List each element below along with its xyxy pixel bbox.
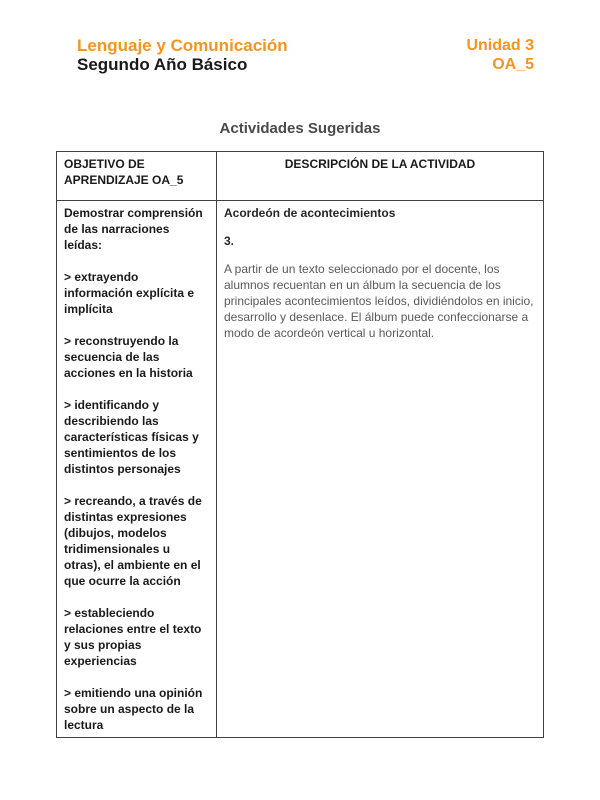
objective-bullet: > reconstruyendo la secuencia de las acciones en la historia [64, 334, 193, 380]
subject-title: Lenguaje y Comunicación [77, 36, 288, 55]
activities-table [56, 151, 544, 738]
table-content-row [57, 201, 544, 738]
activity-cell [217, 201, 544, 738]
objective-bullet: > emitiendo una opinión sobre un aspecto de la lectura [64, 686, 203, 732]
objective-code-label: OA_5 [492, 56, 534, 73]
activity-heading: Acordeón de acontecimientos [224, 206, 396, 220]
column-header-description: DESCRIPCIÓN DE LA ACTIVIDAD [217, 152, 544, 201]
unit-label: Unidad 3 [466, 37, 534, 54]
objective-intro: Demostrar comprensión de las narraciones leídas: [64, 206, 203, 252]
page-title: Actividades Sugeridas [219, 120, 381, 137]
activity-number: 3. [224, 234, 235, 248]
objective-bullet: > recreando, a través de distintas expresiones (dibujos, modelos tridimensionales u otras), el ambiente en el que ocurre la acción [64, 494, 202, 588]
grade-level: Segundo Año Básico [77, 55, 248, 74]
objective-bullet: > estableciendo relaciones entre el texto y sus propias experiencias [64, 606, 202, 668]
document-header-left [77, 36, 288, 74]
activity-description: A partir de un texto seleccionado por el docente, los alumnos recuentan en un álbum la secuencia de los principales acontecimientos leídos, dividiéndolos en inicio, desarrollo y desenlace. El álbum puede confeccionarse a modo de acordeón vertical u horizontal. [224, 262, 534, 340]
document-header-right [466, 36, 534, 74]
table-header-row [57, 152, 544, 201]
objective-bullet: > identificando y describiendo las características físicas y sentimientos de los distintos personajes [64, 398, 199, 476]
objective-bullets [64, 269, 209, 733]
objective-bullet: > extrayendo información explícita e implícita [64, 270, 195, 316]
column-header-objective: OBJETIVO DE APRENDIZAJE OA_5 [57, 152, 217, 201]
objective-cell [57, 201, 217, 738]
